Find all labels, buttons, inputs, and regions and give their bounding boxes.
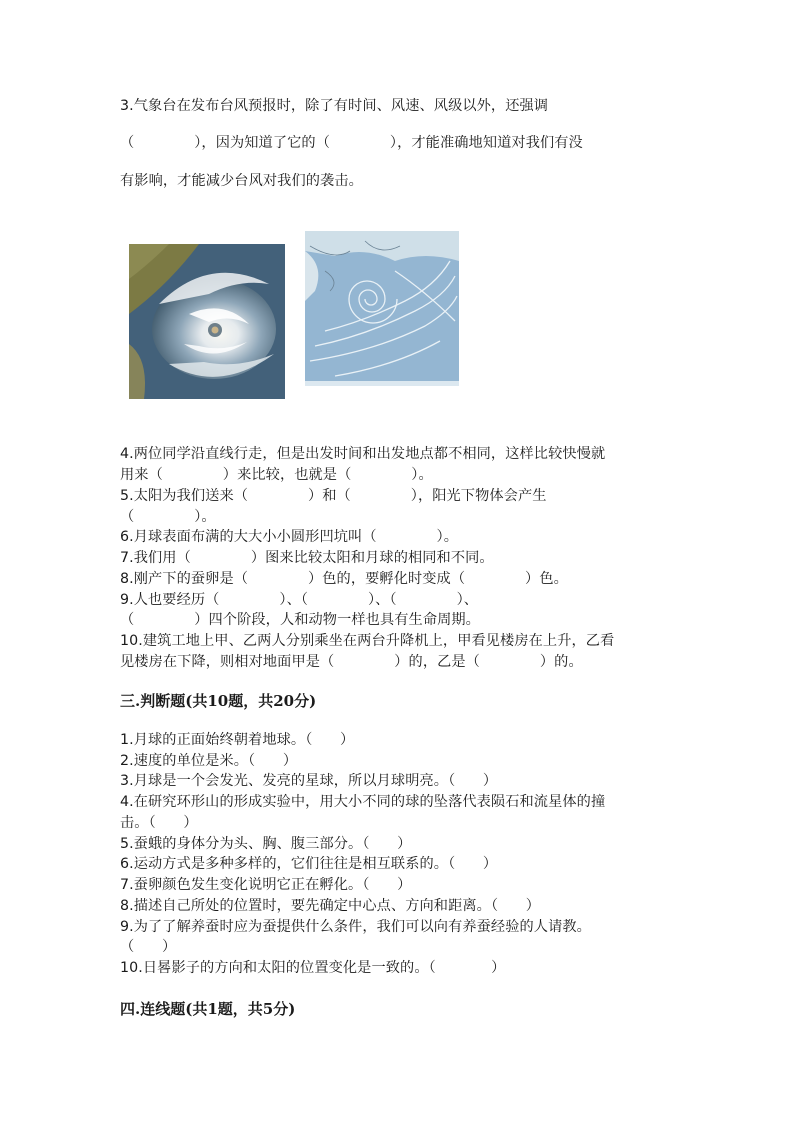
fill-q5-line-2: （ ）。 [120,509,216,525]
judge-q2: 2.速度的单位是米。（ ） [120,753,298,769]
q3-line-1: 3.气象台在发布台风预报时，除了有时间、风速、风级以外，还强调 [120,98,549,114]
q3-line-3: 有影响，才能减少台风对我们的袭击。 [120,173,363,189]
fill-q9-line-1: 9.人也要经历（ ）、（ ）、（ ）、 [120,592,479,608]
fill-q5-line-1: 5.太阳为我们送来（ ）和（ ），阳光下物体会产生 [120,488,547,504]
fill-q8: 8.刚产下的蚕卵是（ ）色的，要孵化时变成（ ）色。 [120,571,568,587]
judge-q1: 1.月球的正面始终朝着地球。（ ） [120,732,355,748]
judge-q8: 8.描述自己所处的位置时，要先确定中心点、方向和距离。（ ） [120,898,541,914]
fill-q10-line-2: 见楼房在下降，则相对地面甲是（ ）的，乙是（ ）的。 [120,654,583,670]
fill-q7: 7.我们用（ ）图来比较太阳和月球的相同和不同。 [120,550,494,566]
judge-q10: 10.日晷影子的方向和太阳的位置变化是一致的。（ ） [120,960,506,976]
fill-q6: 6.月球表面布满的大大小小圆形凹坑叫（ ）。 [120,529,459,545]
judge-q9-line-2: （ ） [120,939,177,955]
fill-q9-line-2: （ ）四个阶段，人和动物一样也具有生命周期。 [120,612,480,628]
judge-q4-line-2: 击。（ ） [120,815,198,831]
fill-q4-line-1: 4.两位同学沿直线行走，但是出发时间和出发地点都不相同，这样比较快慢就 [120,446,606,462]
hurricane-satellite-photo-icon [129,244,285,399]
fill-q4-line-2: 用来（ ）来比较，也就是（ ）。 [120,467,433,483]
fill-q10-line-1: 10.建筑工地上甲、乙两人分别乘坐在两台升降机上，甲看见楼房在上升，乙看 [120,633,615,649]
cyclone-weather-map-icon [305,231,459,386]
judge-q3: 3.月球是一个会发光、发亮的星球，所以月球明亮。（ ） [120,773,498,789]
judge-q4-line-1: 4.在研究环形山的形成实验中，用大小不同的球的坠落代表陨石和流星体的撞 [120,794,606,810]
judge-q7: 7.蚕卵颜色发生变化说明它正在孵化。（ ） [120,877,412,893]
section-4-title: 四.连线题(共1题，共5分) [120,1000,296,1018]
judge-q5: 5.蚕蛾的身体分为头、胸、腹三部分。（ ） [120,836,412,852]
judge-q9-line-1: 9.为了了解养蚕时应为蚕提供什么条件，我们可以向有养蚕经验的人请教。 [120,919,591,935]
q3-line-2: （ ），因为知道了它的（ ），才能准确地知道对我们有没 [120,135,583,151]
section-3-title: 三.判断题(共10题，共20分) [120,692,317,710]
judge-q6: 6.运动方式是多种多样的，它们往往是相互联系的。（ ） [120,856,498,872]
